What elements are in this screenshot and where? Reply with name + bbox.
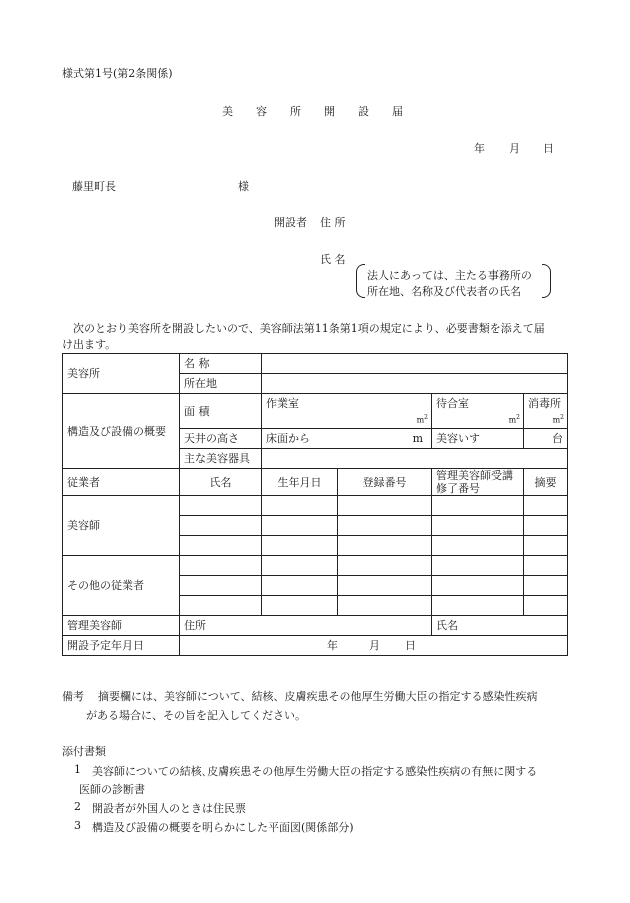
- equipment-field[interactable]: [262, 449, 568, 469]
- date-year: 年: [474, 142, 485, 155]
- cell[interactable]: [432, 496, 524, 516]
- attachment-text: 美容師についての結核､皮膚疾患その他厚生労働大臣の指定する感染性疾病の有無に関する: [92, 765, 538, 778]
- applicant-label: 開設者: [274, 216, 307, 229]
- salon-location-label: 所在地: [180, 374, 262, 394]
- cell[interactable]: [524, 536, 568, 556]
- corporate-note-bracket: [356, 264, 551, 298]
- from-floor-label: 床面から: [266, 432, 310, 445]
- workroom-label: 作業室: [266, 397, 299, 410]
- ceiling-height-field[interactable]: [262, 429, 432, 449]
- col-name-header: 氏名: [180, 469, 262, 496]
- cell[interactable]: [432, 556, 524, 576]
- cell[interactable]: [524, 596, 568, 616]
- waiting-label: 待合室: [436, 397, 469, 410]
- cell[interactable]: [262, 496, 338, 516]
- cell[interactable]: [524, 556, 568, 576]
- title-char: 容: [256, 105, 267, 118]
- cell[interactable]: [432, 596, 524, 616]
- title-char: 届: [392, 105, 403, 118]
- cell[interactable]: [180, 576, 262, 596]
- equipment-label: 主な美容器具: [180, 449, 262, 469]
- cell[interactable]: [180, 596, 262, 616]
- od-year: 年: [327, 639, 338, 652]
- manager-label: 管理美容師: [63, 616, 180, 636]
- note-line2: がある場合に、その旨を記入してください。: [86, 709, 306, 722]
- attachment-num: 1: [74, 763, 81, 776]
- cell[interactable]: [180, 556, 262, 576]
- cell[interactable]: [262, 556, 338, 576]
- cell[interactable]: [338, 496, 432, 516]
- date-day: 日: [543, 142, 554, 155]
- col-reg-header: 登録番号: [338, 469, 432, 496]
- cell[interactable]: [524, 496, 568, 516]
- intro-text-line1: 次のとおり美容所を開設したいので、美容師法第11条第1項の規定により、必要書類を添えて届: [73, 322, 545, 335]
- corporate-note-line2: 所在地、名称及び代表者の氏名: [367, 285, 521, 298]
- attachment-num: 3: [74, 819, 81, 832]
- sqm-unit: $m^2$: [416, 414, 428, 425]
- attachment-text-cont: 医師の診断書: [79, 783, 145, 796]
- note-line1: 摘要欄には、美容師について、結核、皮膚疾患その他厚生労働大臣の指定する感染性疾病: [98, 690, 538, 703]
- sterilization-area-field[interactable]: [524, 394, 568, 429]
- address-label: 住所: [184, 619, 206, 632]
- ceiling-label: 天井の高さ: [180, 429, 262, 449]
- title-char: 開: [324, 105, 335, 118]
- cell[interactable]: [524, 516, 568, 536]
- title-char: 設: [358, 105, 369, 118]
- title-char: 所: [290, 105, 301, 118]
- structure-label: 構造及び設備の概要: [63, 394, 180, 469]
- cell[interactable]: [432, 576, 524, 596]
- cell[interactable]: [338, 596, 432, 616]
- cell[interactable]: [262, 596, 338, 616]
- cell[interactable]: [432, 536, 524, 556]
- chairs-label-cell: 美容いす: [432, 429, 524, 449]
- meter-unit: m: [412, 432, 423, 445]
- sterilization-label: 消毒所: [528, 397, 561, 410]
- salon-location-field[interactable]: [262, 374, 568, 394]
- chairs-count-field[interactable]: [524, 429, 568, 449]
- cell[interactable]: [338, 536, 432, 556]
- salon-name-field[interactable]: [262, 354, 568, 374]
- cell[interactable]: [262, 516, 338, 536]
- col-birth-header: 生年月日: [262, 469, 338, 496]
- units-label: 台: [552, 432, 563, 445]
- cell[interactable]: [338, 556, 432, 576]
- date-month: 月: [509, 142, 520, 155]
- cell[interactable]: [338, 516, 432, 536]
- cell[interactable]: [180, 536, 262, 556]
- note-label: 備考: [62, 690, 84, 703]
- cell[interactable]: [180, 516, 262, 536]
- waiting-area-field[interactable]: [432, 394, 524, 429]
- attachment-num: 2: [74, 800, 81, 813]
- cell[interactable]: [262, 536, 338, 556]
- applicant-name-label: 氏 名: [320, 253, 346, 266]
- salon-name-label: 名 称: [180, 354, 262, 374]
- area-label: 面 積: [180, 394, 262, 429]
- salon-label: 美容所: [63, 354, 180, 394]
- staff-label: 従業者: [63, 469, 180, 496]
- workroom-area-field[interactable]: [262, 394, 432, 429]
- attachment-text: 開設者が外国人のときは住民票: [92, 802, 246, 815]
- cell[interactable]: [180, 496, 262, 516]
- intro-text-line2: け出ます。: [62, 338, 117, 351]
- col-remarks-header: 摘要: [524, 469, 568, 496]
- cell[interactable]: [338, 576, 432, 596]
- manager-address-field[interactable]: [180, 616, 432, 636]
- cell[interactable]: [262, 576, 338, 596]
- cell[interactable]: [432, 516, 524, 536]
- attachment-text: 構造及び設備の概要を明らかにした平面図(関係部分): [92, 821, 354, 834]
- attachments-title: 添付書類: [62, 745, 106, 758]
- opening-date-label: 開設予定年月日: [63, 636, 180, 656]
- registration-table: [62, 353, 568, 656]
- corporate-note-line1: 法人にあっては、主たる事務所の: [367, 269, 532, 282]
- cell[interactable]: [524, 576, 568, 596]
- col-mgr-header: 管理美容師受講 修了番号: [432, 469, 524, 496]
- applicant-address-label: 住 所: [320, 216, 346, 229]
- title-char: 美: [222, 105, 233, 118]
- other-staff-label: その他の従業者: [63, 556, 180, 616]
- beautician-label: 美容師: [63, 496, 180, 556]
- sqm-unit: $m^2$: [508, 414, 520, 425]
- mgr-name-label: 氏名: [436, 619, 458, 632]
- opening-date-field[interactable]: [180, 636, 568, 656]
- form-number: 様式第1号(第2条関係): [62, 67, 173, 80]
- od-month: 月: [369, 639, 380, 652]
- manager-name-field[interactable]: [432, 616, 568, 636]
- addressee-honorific: 様: [238, 180, 249, 193]
- od-day: 日: [405, 639, 416, 652]
- addressee-name: 藤里町長: [72, 180, 116, 193]
- sqm-unit: $m^2$: [552, 414, 564, 425]
